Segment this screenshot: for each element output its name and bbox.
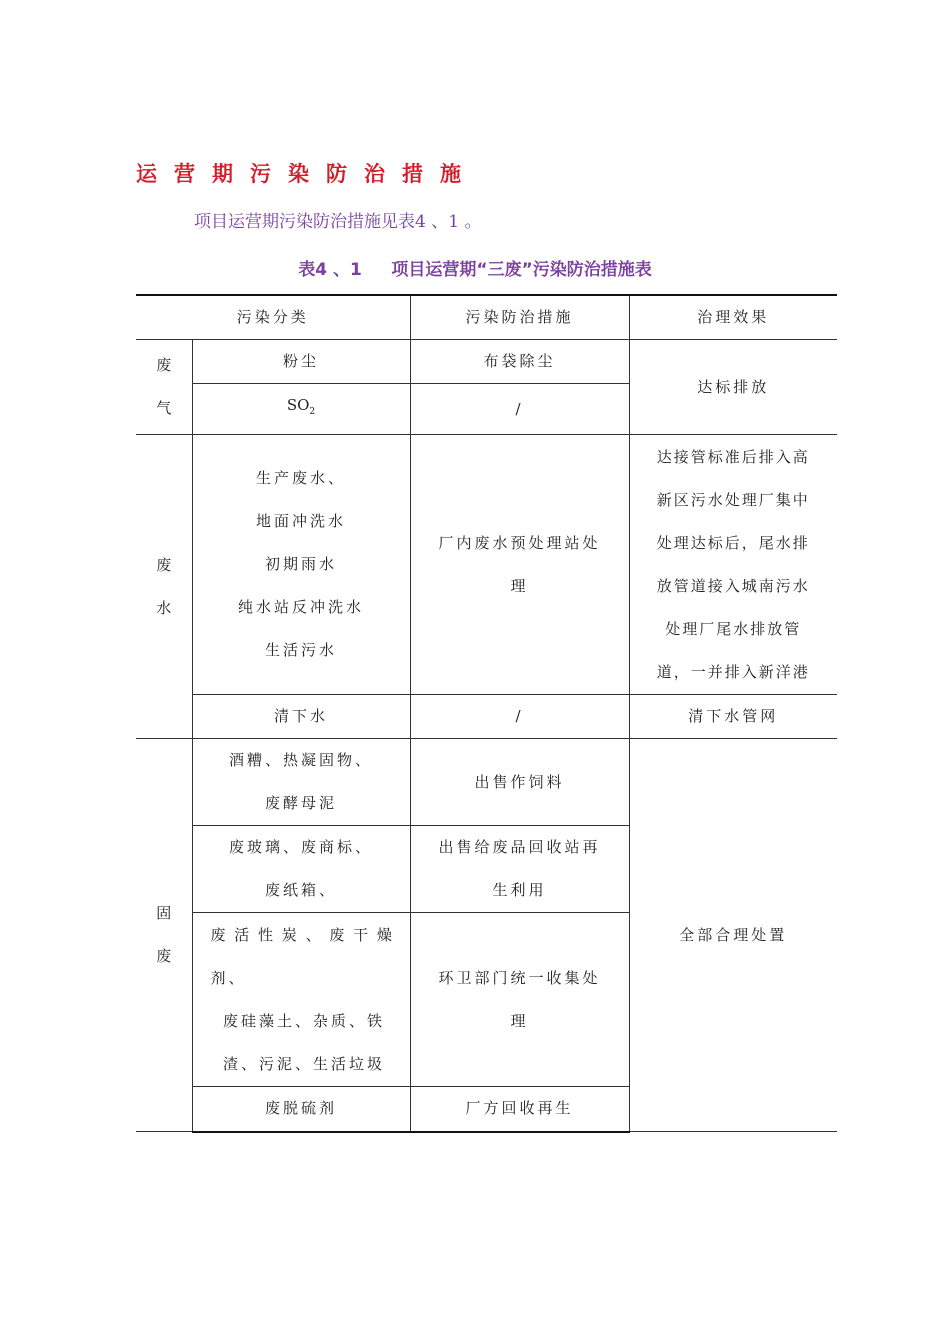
- header-measures: 污染防治措施: [410, 295, 629, 340]
- measure-cell: /: [410, 695, 629, 739]
- section-heading: 运营期污染防治措施: [136, 162, 478, 186]
- intro-text: 项目运营期污染防治措施见表4 、1 。: [194, 212, 482, 232]
- pollutant-cell: 废脱硫剂: [192, 1087, 410, 1132]
- pollutant-cell: 生产废水、 地面冲洗水 初期雨水 纯水站反冲洗水 生活污水: [192, 435, 410, 695]
- measure-cell: 出售作饲料: [410, 739, 629, 826]
- measure-cell: 布袋除尘: [410, 340, 629, 384]
- pollutant-cell: 废 活 性 炭 、 废 干 燥 剂、 废硅藻土、杂质、铁 渣、污泥、生活垃圾: [192, 913, 410, 1087]
- header-effect: 治理效果: [629, 295, 837, 340]
- table-row: [136, 695, 837, 739]
- table-caption: 表4 、1 项目运营期“三废”污染防治措施表: [298, 260, 652, 280]
- category-solid: 固 废: [136, 739, 192, 1132]
- pollutant-cell: 粉尘: [192, 340, 410, 384]
- measure-cell: 厂方回收再生: [410, 1087, 629, 1132]
- table-row: [136, 435, 837, 695]
- header-category: 污染分类: [136, 295, 410, 340]
- effect-cell: 达接管标准后排入高 新区污水处理厂集中 处理达标后，尾水排 放管道接入城南污水 处理厂尾水排放管 道，一并排入新洋港: [629, 435, 837, 695]
- category-water: 废 水: [136, 435, 192, 739]
- pollutant-cell: 废玻璃、废商标、 废纸箱、: [192, 826, 410, 913]
- pollutant-cell: $SO_2$: [192, 384, 410, 435]
- table-header-row: [136, 295, 837, 340]
- measure-cell: /: [410, 384, 629, 435]
- measure-cell: 环卫部门统一收集处 理: [410, 913, 629, 1087]
- effect-cell: 清下水管网: [629, 695, 837, 739]
- table-row: [136, 739, 837, 826]
- measure-cell: 出售给废品回收站再 生利用: [410, 826, 629, 913]
- table-row: [136, 340, 837, 384]
- pollution-measures-table: [136, 294, 837, 1133]
- category-air: 废 气: [136, 340, 192, 435]
- measure-cell: 厂内废水预处理站处 理: [410, 435, 629, 695]
- effect-cell: 全部合理处置: [629, 739, 837, 1132]
- effect-cell: 达标排放: [629, 340, 837, 435]
- pollutant-cell: 酒糟、热凝固物、 废酵母泥: [192, 739, 410, 826]
- pollutant-cell: 清下水: [192, 695, 410, 739]
